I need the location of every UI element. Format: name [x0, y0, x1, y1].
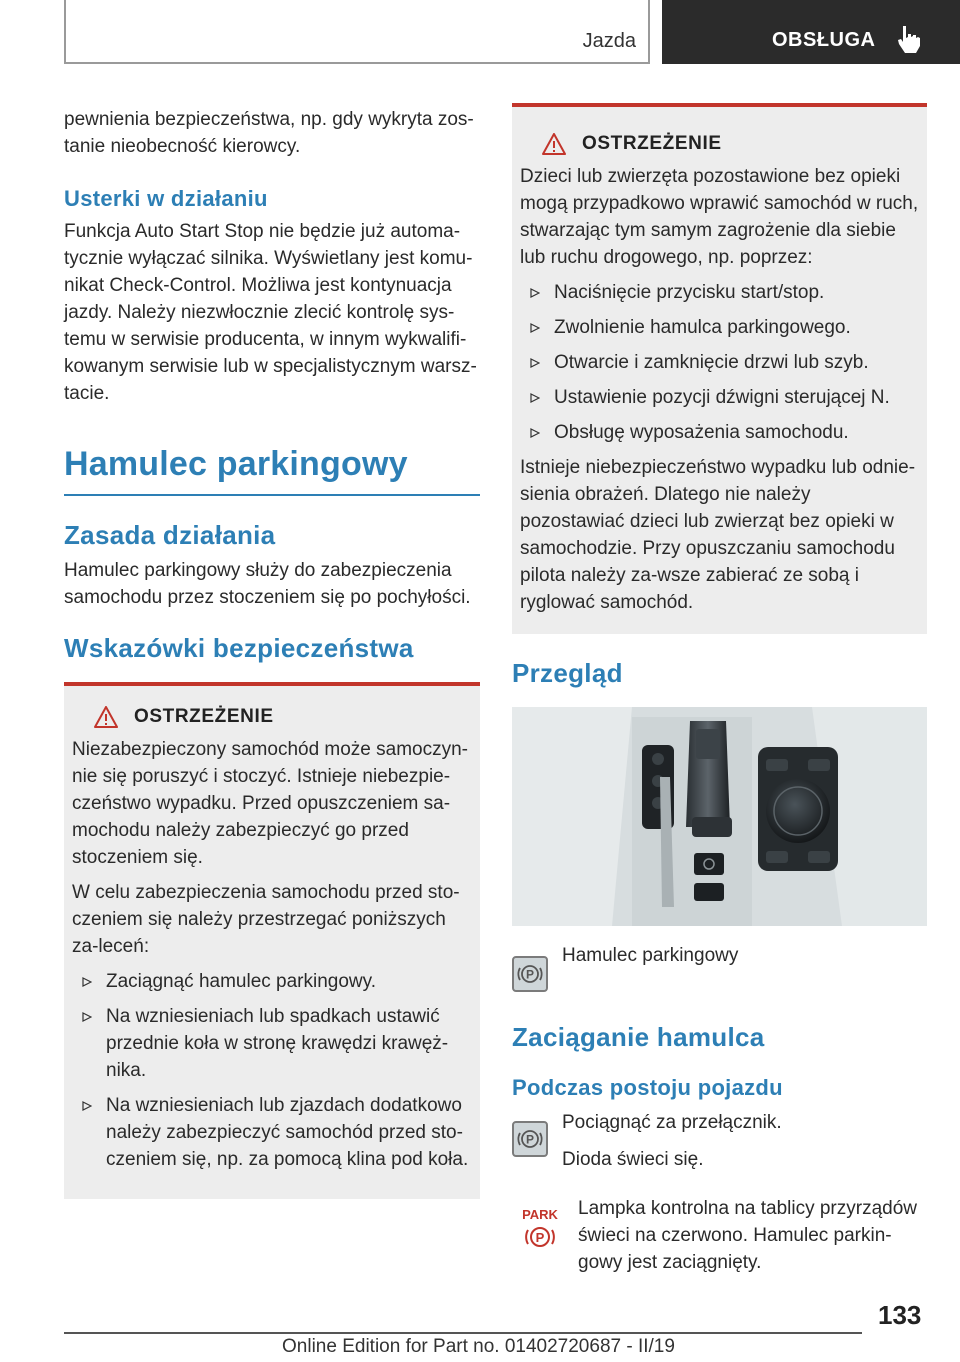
step-row [512, 1109, 927, 1173]
left-column [64, 100, 480, 1199]
center-console-photo [512, 707, 927, 926]
chapter-title: Hamulec parkingowy [64, 445, 408, 483]
photo-caption: Hamulec parkingowy [562, 945, 739, 966]
warning-list [72, 968, 472, 1173]
list-item: Na wzniesieniach lub zjazdach dodatkowo należy zabezpieczyć samochód przed sto-czeniem się, np. za pomocą klina pod koła. [72, 1092, 472, 1173]
warning-title: OSTRZEŻENIE [134, 706, 274, 727]
parking-brake-button-icon [512, 1121, 548, 1157]
header-left-box [64, 0, 650, 64]
list-item: Ustawienie pozycji dźwigni sterującej N. [520, 384, 919, 411]
svg-text:P: P [525, 1132, 535, 1147]
bullet-triangle-icon [530, 323, 540, 333]
list-item: Zwolnienie hamulca parkingowego. [520, 314, 919, 341]
svg-text:PARK: PARK [522, 1207, 558, 1222]
warning-paragraph-1: Dzieci lub zwierzęta pozostawione bez opieki mogą przypadkowo wprawić samochód w ruch, stwarzając tym samym zagrożenie dla siebie lub ruchu drogowego, np. poprzez: [520, 166, 919, 268]
faults-heading: Usterki w działaniu [64, 186, 268, 211]
center-console-illustration [512, 707, 927, 926]
warning-header [94, 706, 472, 728]
warning-paragraph-2: W celu zabezpieczenia samochodu przed sto-czeniem się należy przestrzegać poniższych za-leceń: [72, 882, 460, 957]
pointing-hand-icon [895, 24, 923, 54]
chapter-title-rule [64, 494, 480, 496]
warning-title: OSTRZEŻENIE [582, 133, 722, 154]
apply-heading: Zaciąganie hamulca [512, 1022, 765, 1052]
standstill-heading: Podczas postoju pojazdu [512, 1075, 783, 1100]
header-chapter-tab [662, 0, 960, 64]
warning-triangle-icon [94, 706, 118, 728]
intro-paragraph: pewnienia bezpieczeństwa, np. gdy wykryta zos-tanie nieobecność kierowcy. [64, 109, 474, 157]
step-1: Pociągnąć za przełącznik. [562, 1112, 782, 1133]
svg-text:P: P [525, 967, 535, 982]
bullet-triangle-icon [530, 358, 540, 368]
park-lamp-text: Lampka kontrolna na tablicy przyrządów świeci na czerwono. Hamulec parkin-gowy jest zaciągnięty. [578, 1198, 918, 1273]
list-item: Zaciągnąć hamulec parkingowy. [72, 968, 472, 995]
page-number: 133 [878, 1300, 922, 1330]
warning-paragraph-1: Niezabezpieczony samochód może samoczyn-nie się poruszyć i stoczyć. Istnieje niebezpie-czeństwo wypadku. Przed opuszczeniem sa-mochodu należy zabezpieczyć go przed stoczeniem się. [72, 739, 469, 868]
principle-heading: Zasada działania [64, 520, 276, 550]
warning-box-left [64, 682, 480, 1199]
footer-rule [64, 1332, 862, 1334]
svg-text:P: P [535, 1230, 545, 1245]
bullet-triangle-icon [530, 393, 540, 403]
warning-box-right [512, 103, 927, 634]
warning-triangle-icon [542, 133, 566, 155]
warning-list [520, 279, 919, 446]
right-column [512, 103, 927, 1276]
step-2: Dioda świeci się. [562, 1149, 704, 1170]
list-item: Naciśnięcie przycisku start/stop. [520, 279, 919, 306]
step-texts [562, 1109, 782, 1173]
photo-caption-row [512, 942, 927, 992]
list-item: Na wzniesieniach lub spadkach ustawić przednie koła w stronę krawędzi krawęż-nika. [72, 1003, 472, 1084]
principle-paragraph: Hamulec parkingowy służy do zabezpieczenia samochodu przez stoczeniem się po pochyłości. [64, 560, 471, 608]
footer-edition: Online Edition for Part no. 01402720687 - II/19 [282, 1336, 675, 1357]
warning-header [542, 133, 919, 155]
park-warning-lamp-icon [520, 1205, 560, 1253]
park-lamp-row [512, 1195, 927, 1276]
parking-p-circle-icon [517, 961, 543, 987]
faults-paragraph: Funkcja Auto Start Stop nie będzie już automa-tycznie wyłączać silnika. Wyświetlany jest komu-nikat Check-Control. Możliwa jest kontynuacja jazdy. Należy niezwłocznie zlecić kontrolę sys-temu w serwisie producenta, w innym wykwalifi-kowanym serwisie lub w specjalistycznym warsz-tacie. [64, 221, 477, 404]
list-item: Obsługę wyposażenia samochodu. [520, 419, 919, 446]
parking-p-circle-icon [517, 1126, 543, 1152]
bullet-triangle-icon [82, 977, 92, 987]
header-chapter-title: OBSŁUGA [772, 29, 876, 51]
warning-paragraph-2: Istnieje niebezpieczeństwo wypadku lub odnie-sienia obrażeń. Dlatego nie należy pozostawiać dzieci lub zwierząt bez opieki w samochodzie. Przy opuszczaniu samochodu pilota należy za-wsze zabierać ze sobą i ryglować samochód. [520, 457, 916, 613]
safety-heading: Wskazówki bezpieczeństwa [64, 633, 414, 663]
parking-brake-button-icon [512, 956, 548, 992]
header-section-title: Jazda [582, 30, 636, 52]
bullet-triangle-icon [82, 1012, 92, 1022]
list-item: Otwarcie i zamknięcie drzwi lub szyb. [520, 349, 919, 376]
bullet-triangle-icon [530, 288, 540, 298]
bullet-triangle-icon [530, 428, 540, 438]
overview-heading: Przegląd [512, 658, 623, 688]
bullet-triangle-icon [82, 1101, 92, 1111]
